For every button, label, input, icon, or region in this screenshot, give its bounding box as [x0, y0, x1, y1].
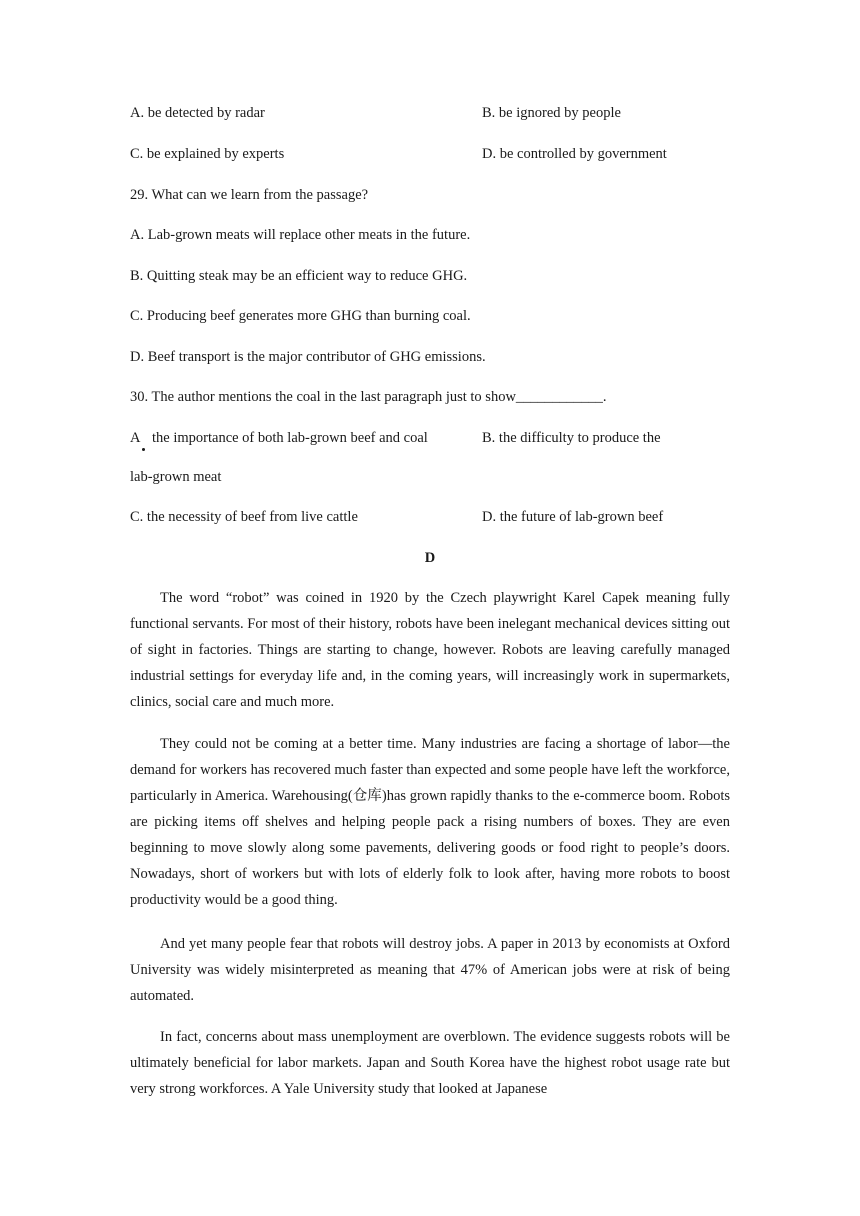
q30-question: 30. The author mentions the coal in the last paragraph just to show____________.	[130, 389, 607, 405]
q29-option-d: D. Beef transport is the major contributor of GHG emissions.	[130, 349, 486, 365]
q28-option-d: D. be controlled by government	[482, 146, 667, 162]
q28-option-c: C. be explained by experts	[130, 146, 285, 162]
q30-option-a-letter: A	[130, 430, 141, 446]
stray-dot-mark	[142, 448, 145, 451]
passage-paragraph-2: They could not be coming at a better time. Many industries are facing a shortage of labor—the demand for workers has recovered much faster than expected and some people have left the workforce, particularly in America. Warehousing(仓库)has grown rapidly thanks to the e-commerce boom. Robots are picking items off shelves and helping people pack a rising numbers of boxes. They are even beginning to move slowly along some pavements, delivering goods or food right to people’s doors. Nowadays, short of workers but with lots of elderly folk to look after, having more robots to boost productivity would be a good thing.	[130, 736, 730, 908]
q30-option-b-continued: lab-grown meat	[130, 469, 222, 485]
q29-option-a: A. Lab-grown meats will replace other meats in the future.	[130, 227, 471, 243]
q30-option-b: B. the difficulty to produce the	[482, 430, 661, 446]
section-heading: D	[424, 550, 436, 566]
passage-paragraph-1: The word “robot” was coined in 1920 by the Czech playwright Karel Capek meaning fully functional servants. For most of their history, robots have been inelegant mechanical devices sitting out of sight in factories. Things are starting to change, however. Robots are leaving carefully managed industrial settings for everyday life and, in the coming years, will increasingly work in supermarkets, clinics, social care and much more.	[130, 590, 730, 710]
q28-option-b: B. be ignored by people	[482, 105, 621, 121]
q30-option-d: D. the future of lab-grown beef	[482, 509, 664, 525]
passage-paragraph-3: And yet many people fear that robots will destroy jobs. A paper in 2013 by economists at Oxford University was widely misinterpreted as meaning that 47% of American jobs were at risk of being automated.	[130, 936, 730, 1004]
passage-paragraph-4: In fact, concerns about mass unemployment are overblown. The evidence suggests robots will be ultimately beneficial for labor markets. Japan and South Korea have the highest robot usage rate but very strong workforces. A Yale University study that looked at Japanese	[130, 1029, 730, 1097]
q28-option-a: A. be detected by radar	[130, 105, 265, 121]
q30-option-c: C. the necessity of beef from live cattle	[130, 509, 358, 525]
q29-option-b: B. Quitting steak may be an efficient way to reduce GHG.	[130, 268, 468, 284]
q29-question: 29. What can we learn from the passage?	[130, 187, 369, 203]
q29-option-c: C. Producing beef generates more GHG than burning coal.	[130, 308, 471, 324]
q30-option-a: the importance of both lab-grown beef and coal	[152, 430, 428, 446]
